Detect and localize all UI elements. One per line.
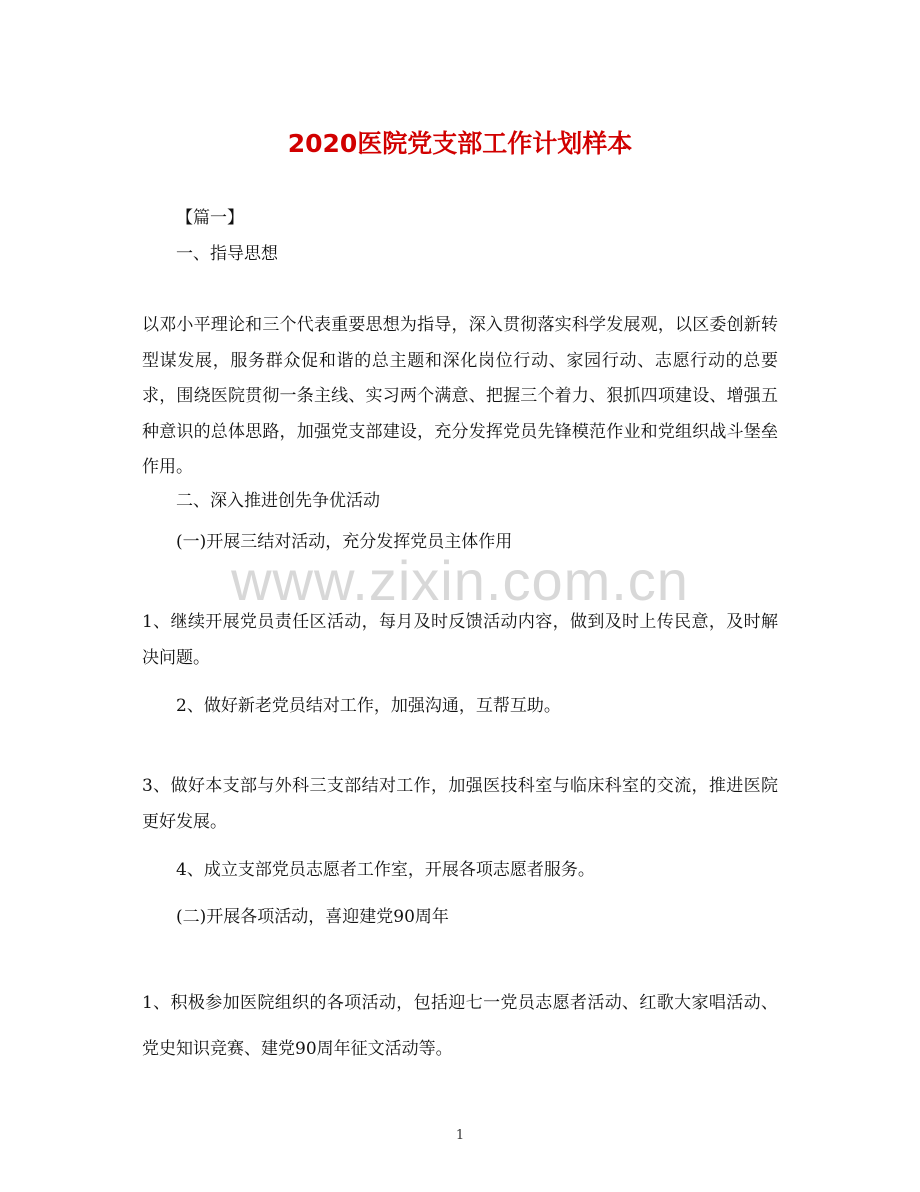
paragraph-guiding-thought: 以邓小平理论和三个代表重要思想为指导，深入贯彻落实科学发展观，以区委创新转型谋发展，服务群众促和谐的总主题和深化岗位行动、家园行动、志愿行动的总要求，围绕医院贯彻一条主线、实习两个满意、把握三个着力、狠抓四项建设、增强五种意识的总体思路，加强党支部建设，充分发挥党员先锋模范作业和党组织战斗堡垒作用。 [142,315,778,477]
list-item: 2、做好新老党员结对工作，加强沟通，互帮互助。 [176,696,561,716]
page-number: 1 [455,1128,465,1143]
list-item: 4、成立支部党员志愿者工作室，开展各项志愿者服务。 [176,860,595,880]
heading-guiding-thought: 一、指导思想 [176,244,278,264]
list-item: 1、继续开展党员责任区活动，每月及时反馈活动内容，做到及时上传民意，及时解决问题。 [142,612,778,668]
section-label: 【篇一】 [176,208,244,228]
list-item: 3、做好本支部与外科三支部结对工作，加强医技科室与临床科室的交流，推进医院更好发展。 [142,776,778,832]
list-item: 1、积极参加医院组织的各项活动，包括迎七一党员志愿者活动、红歌大家唱活动、党史知识竞赛、建党90周年征文活动等。 [142,993,778,1059]
document-title: 2020医院党支部工作计划样本 [287,129,633,158]
watermark: www.zixin.com.cn [231,549,689,612]
heading-activities: 二、深入推进创先争优活动 [176,491,380,511]
subheading-pairing: (一)开展三结对活动，充分发挥党员主体作用 [176,532,513,552]
subheading-anniversary: (二)开展各项活动，喜迎建党90周年 [176,907,449,927]
